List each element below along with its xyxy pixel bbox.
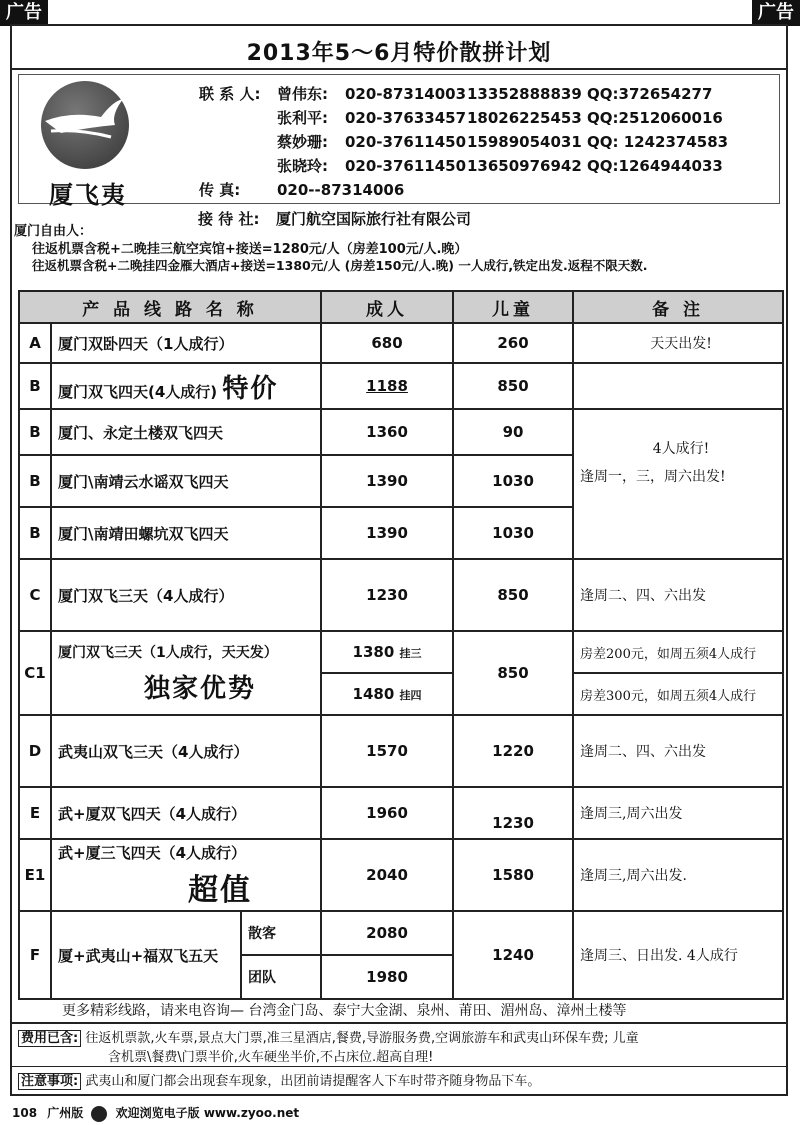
table-row: 1480 挂四 房差300元，如周五须4人成行 [19, 673, 783, 715]
free-travel-line: 往返机票含税+二晚挂四金雁大酒店+接送=1380元/人 (房差150元/人.晚) 一人成行,铁定出发.返程不限天数. [32, 258, 648, 273]
exclusive-tag: 独家优势 [144, 673, 257, 704]
special-price-tag: 特价 [222, 373, 279, 404]
table-row: C 厦门双飞三天（4人成行） 1230 850 逢周二、四、六出发 [19, 559, 783, 631]
table-row: C1 厦门双飞三天（1人成行，天天发） 独家优势 1380 挂三 850 房差200元，如周五须4人成行 [19, 631, 783, 673]
table-row: B 厦门\南靖云水谣双飞四天 1390 1030 [19, 455, 783, 507]
table-row: 团队 1980 [19, 955, 783, 999]
free-travel-line: 往返机票含税+二晚挂三航空宾馆+接送=1280元/人（房差100元/人.晚） [32, 242, 468, 257]
contact-row: 联 系 人: 曾伟东: 020-8731400313352888839 QQ:372654277 [199, 85, 713, 103]
notice-line: 注意事项: 武夷山和厦门都会出现套车现象，出团前请提醒客人下车时带齐随身物品下车。 [18, 1070, 794, 1089]
publisher-logo-icon [91, 1106, 107, 1122]
ad-label-right: 广告 [752, 0, 800, 26]
contact-row: 张晓玲: 020-3761145013650976942 QQ:1264944033 [277, 157, 723, 175]
fees-line: 含机票\餐费\门票半价,火车硬坐半价,不占床位.超高自理! [108, 1050, 434, 1065]
table-row: D 武夷山双飞三天（4人成行） 1570 1220 逢周二、四、六出发 [19, 715, 783, 787]
table-row: F 厦+武夷山+福双飞五天 散客 2080 1240 逢周三、日出发. 4人成行 [19, 911, 783, 955]
product-table [18, 290, 784, 1000]
promo-text: 欢迎浏览电子版 www.zyoo.net [115, 1106, 300, 1120]
page-footer [12, 1104, 299, 1122]
agency-row: 接 待 社: 厦门航空国际旅行社有限公司 [198, 210, 472, 228]
table-row: B 厦门双飞四天(4人成行) 特价 1188 850 4人成行! 逢周一，三，周六出发! [19, 363, 783, 409]
contact-box [18, 74, 780, 209]
value-tag: 超值 [188, 872, 252, 908]
fees-label: 费用已含: [18, 1030, 81, 1047]
header-note: 备 注 [573, 291, 783, 323]
ad-frame [10, 24, 788, 1096]
logo-text: 厦飞夷 [49, 181, 127, 209]
table-row: B 厦门、永定土楼双飞四天 1360 90 [19, 409, 783, 455]
ad-label-left: 广告 [0, 0, 48, 26]
fax-row: 传 真: 020--87314006 [199, 181, 405, 199]
header-adult: 成人 [321, 291, 453, 323]
table-row: A 厦门双卧四天（1人成行） 680 260 天天出发! [19, 323, 783, 363]
header-child: 儿童 [453, 291, 573, 323]
contact-row: 张利平: 020-3763345718026225453 QQ:2512060016 [277, 109, 723, 127]
header-route: 产 品 线 路 名 称 [19, 291, 321, 323]
fees-line: 费用已含: 往返机票款,火车票,景点大门票,准三星酒店,餐费,导游服务费,空调旅游车和武夷山环保车费; 儿童 [18, 1027, 794, 1046]
notice-label: 注意事项: [18, 1073, 81, 1090]
title-divider [12, 68, 786, 70]
airline-logo-icon [41, 81, 129, 169]
contact-label: 联 系 人: [199, 85, 261, 103]
edition: 广州版 [47, 1106, 84, 1120]
table-row: B 厦门\南靖田螺坑双飞四天 1390 1030 [19, 507, 783, 559]
table-row: E 武+厦双飞四天（4人成行） 1960 1230 逢周三,周六出发 [19, 787, 783, 839]
table-row: E1 武+厦三飞四天（4人成行） 超值 2040 1580 逢周三,周六出发. [19, 839, 783, 911]
logo [33, 79, 143, 209]
contact-row: 蔡妙珊: 020-3761145015989054031 QQ: 1242374583 [277, 133, 729, 151]
page-number: 108 [12, 1106, 38, 1120]
free-travel-heading: 厦门自由人： [14, 224, 93, 239]
page-title: 2013年5～6月特价散拼计划 [246, 41, 552, 66]
more-routes: 更多精彩线路，请来电咨询— 台湾金门岛、泰宁大金湖、泉州、莆田、湄州岛、漳州土楼等 [62, 1003, 627, 1019]
